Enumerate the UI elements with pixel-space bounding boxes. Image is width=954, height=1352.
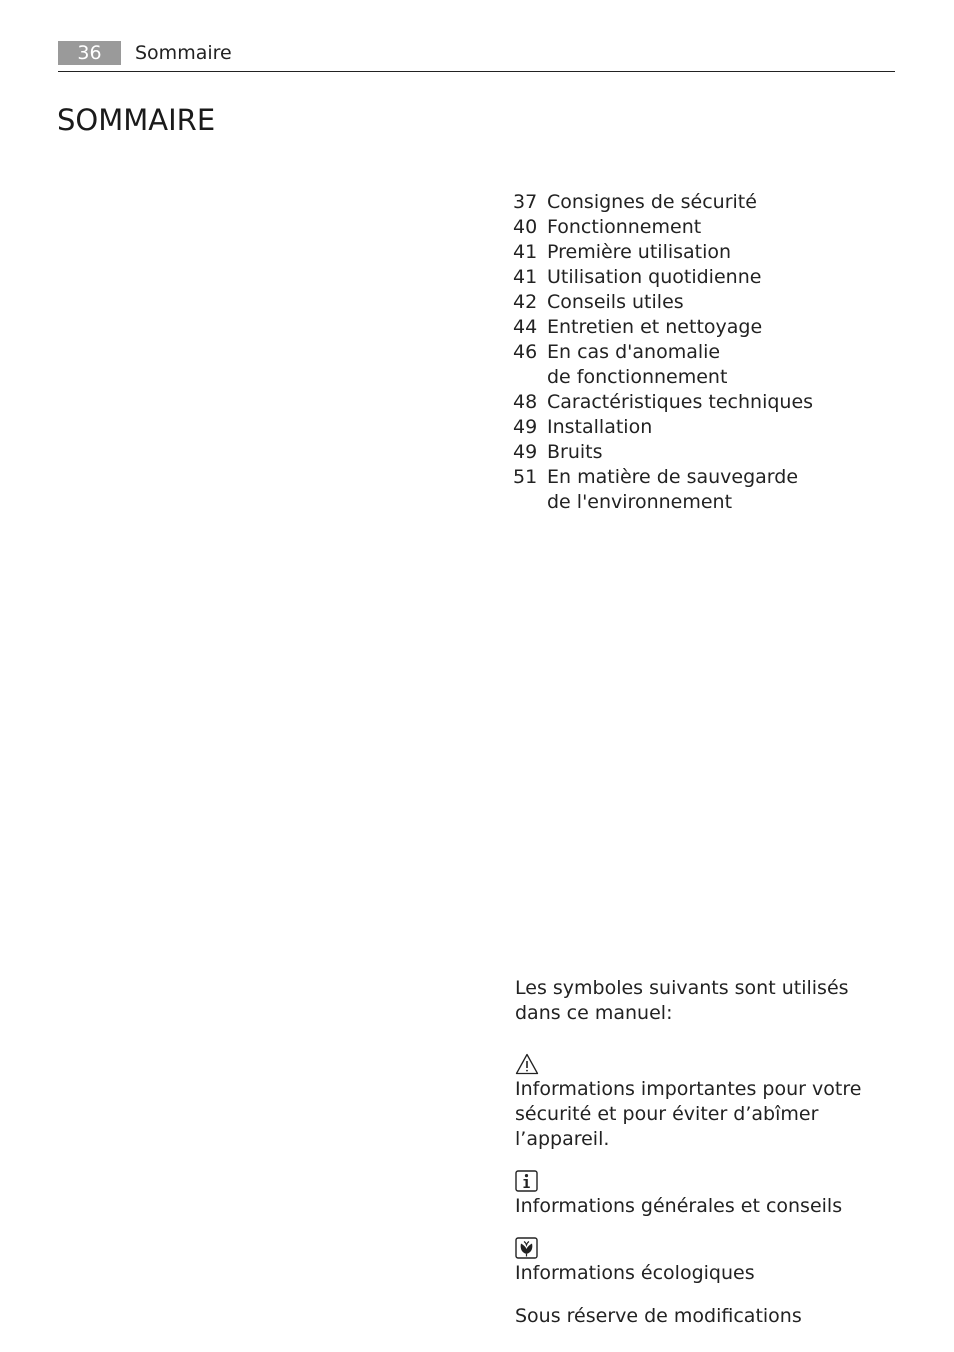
symbol-warning bbox=[515, 1053, 900, 1152]
toc-entry[interactable] bbox=[513, 340, 893, 390]
symbol-info bbox=[515, 1170, 900, 1219]
toc-page-number: 37 bbox=[513, 191, 538, 213]
symbol-eco bbox=[515, 1237, 900, 1286]
toc-label: Caractéristiques techniques bbox=[547, 391, 814, 413]
toc-entry[interactable] bbox=[513, 415, 893, 440]
toc-entry[interactable] bbox=[513, 215, 893, 240]
info-icon bbox=[515, 1170, 539, 1192]
header-section-title: Sommaire bbox=[135, 42, 232, 64]
toc-label: Conseils utiles bbox=[547, 291, 684, 313]
toc-label: Consignes de sécurité bbox=[547, 191, 757, 213]
toc-entry[interactable] bbox=[513, 265, 893, 290]
toc-entry[interactable] bbox=[513, 465, 893, 515]
symbol-warning-text: Informations importantes pour votre sécurité et pour éviter d’abîmer l’appareil. bbox=[515, 1078, 862, 1150]
modification-note: Sous réserve de modifications bbox=[515, 1305, 802, 1327]
toc-label: Première utilisation bbox=[547, 241, 732, 263]
toc-entry[interactable] bbox=[513, 290, 893, 315]
toc-entry[interactable] bbox=[513, 390, 893, 415]
symbol-eco-text: Informations écologiques bbox=[515, 1262, 755, 1284]
toc-label: Entretien et nettoyage bbox=[547, 316, 763, 338]
symbol-info-text: Informations générales et conseils bbox=[515, 1195, 843, 1217]
toc-page-number: 44 bbox=[513, 316, 538, 338]
toc-page-number: 49 bbox=[513, 441, 538, 463]
toc-page-number: 46 bbox=[513, 341, 538, 363]
toc-label: Installation bbox=[547, 416, 653, 438]
toc-label: En cas d'anomalie de fonctionnement bbox=[547, 341, 728, 388]
toc-page-number: 41 bbox=[513, 266, 538, 288]
page-header bbox=[58, 40, 895, 72]
symbols-legend bbox=[515, 976, 900, 1329]
toc-label: En matière de sauvegarde de l'environnement bbox=[547, 466, 799, 513]
toc-page-number: 48 bbox=[513, 391, 538, 413]
table-of-contents bbox=[513, 190, 893, 515]
toc-page-number: 42 bbox=[513, 291, 538, 313]
toc-label: Bruits bbox=[547, 441, 603, 463]
toc-page-number: 41 bbox=[513, 241, 538, 263]
toc-page-number: 51 bbox=[513, 466, 538, 488]
toc-label: Fonctionnement bbox=[547, 216, 702, 238]
eco-leaf-icon bbox=[515, 1237, 539, 1259]
toc-entry[interactable] bbox=[513, 190, 893, 215]
toc-page-number: 49 bbox=[513, 416, 538, 438]
toc-label: Utilisation quotidienne bbox=[547, 266, 762, 288]
page-number-badge: 36 bbox=[58, 41, 121, 65]
toc-entry[interactable] bbox=[513, 315, 893, 340]
page-title: SOMMAIRE bbox=[57, 103, 216, 137]
warning-triangle-icon bbox=[515, 1053, 539, 1075]
symbols-intro: Les symboles suivants sont utilisés dans ce manuel: bbox=[515, 977, 849, 1024]
toc-entry[interactable] bbox=[513, 440, 893, 465]
toc-entry[interactable] bbox=[513, 240, 893, 265]
toc-page-number: 40 bbox=[513, 216, 538, 238]
